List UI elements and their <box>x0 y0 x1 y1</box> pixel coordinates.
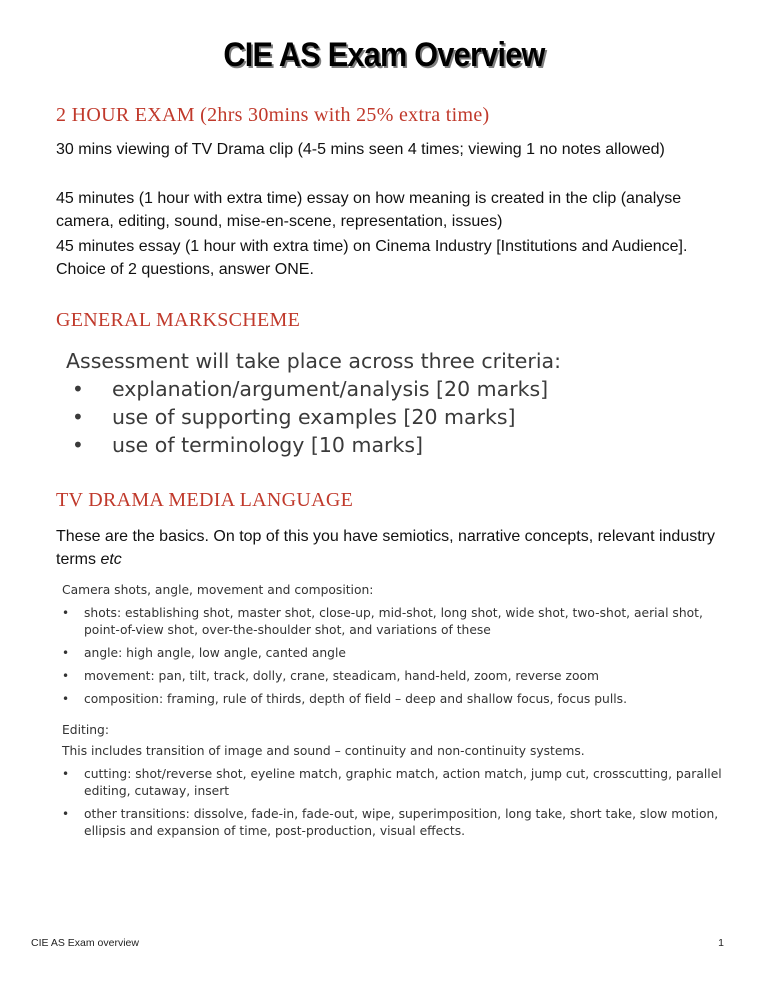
exam-paragraph-3: 45 minutes essay (1 hour with extra time) on Cinema Industry [Institutions and Audience]. Choice of 2 questions, answer ONE. <box>56 238 688 278</box>
exam-paragraph-2: 45 minutes (1 hour with extra time) essay on how meaning is created in the clip (analyse camera, editing, sound, mise-en-scene, representation, issues) <box>56 190 682 230</box>
bullet-icon: • <box>62 646 70 660</box>
camera-section-title: Camera shots, angle, movement and composition: <box>62 583 374 597</box>
list-item <box>62 605 742 639</box>
footer-document-name: CIE AS Exam overview <box>31 937 139 949</box>
page-title: CIE AS Exam Overview <box>223 36 545 74</box>
assessment-criteria <box>66 347 626 459</box>
camera-item-text: composition: framing, rule of thirds, depth of field – deep and shallow focus, focus pulls. <box>84 692 627 706</box>
media-language-intro <box>56 525 726 571</box>
list-item <box>62 806 742 840</box>
editing-item-text: other transitions: dissolve, fade-in, fade-out, wipe, superimposition, long take, short take, slow motion, ellipsis and expansion of time, post-production, visual effects. <box>84 807 719 838</box>
criteria-item <box>66 375 626 403</box>
criteria-text: explanation/argument/analysis [20 marks] <box>112 377 549 401</box>
editing-section-title: Editing: <box>62 723 109 737</box>
list-item <box>62 645 742 662</box>
criteria-item <box>66 431 626 459</box>
bullet-icon: • <box>62 669 70 683</box>
criteria-item <box>66 403 626 431</box>
bullet-icon: • <box>62 767 70 781</box>
bullet-icon: • <box>72 433 84 457</box>
intro-italic: etc <box>100 551 122 568</box>
criteria-text: use of terminology [10 marks] <box>112 433 424 457</box>
markscheme-heading: GENERAL MARKSCHEME <box>56 309 301 331</box>
editing-section-subtitle: This includes transition of image and sound – continuity and non-continuity systems. <box>62 744 585 758</box>
bullet-icon: • <box>72 377 84 401</box>
list-item <box>62 668 742 685</box>
intro-text: These are the basics. On top of this you have semiotics, narrative concepts, relevant industry terms <box>56 528 715 568</box>
editing-list <box>62 766 742 840</box>
bullet-icon: • <box>62 692 70 706</box>
bullet-icon: • <box>62 606 70 620</box>
bullet-icon: • <box>72 405 84 429</box>
camera-list <box>62 605 742 708</box>
bullet-icon: • <box>62 807 70 821</box>
criteria-list <box>66 375 626 459</box>
list-item <box>62 766 742 800</box>
media-language-heading: TV DRAMA MEDIA LANGUAGE <box>56 489 354 511</box>
footer-page-number: 1 <box>718 937 724 949</box>
list-item <box>62 691 742 708</box>
media-language-details <box>62 582 742 846</box>
camera-item-text: shots: establishing shot, master shot, close-up, mid-shot, long shot, wide shot, two-shot, aerial shot, point-of-view shot, over-the-shoulder shot, and variations of these <box>84 606 703 637</box>
exam-paragraph-1: 30 mins viewing of TV Drama clip (4-5 mins seen 4 times; viewing 1 no notes allowed) <box>56 141 665 158</box>
criteria-text: use of supporting examples [20 marks] <box>112 405 516 429</box>
camera-item-text: angle: high angle, low angle, canted angle <box>84 646 346 660</box>
editing-item-text: cutting: shot/reverse shot, eyeline match, graphic match, action match, jump cut, crosscutting, parallel editing, cutaway, insert <box>84 767 722 798</box>
camera-item-text: movement: pan, tilt, track, dolly, crane, steadicam, hand-held, zoom, reverse zoom <box>84 669 600 683</box>
assessment-lead: Assessment will take place across three criteria: <box>66 349 562 373</box>
exam-heading: 2 HOUR EXAM (2hrs 30mins with 25% extra time) <box>56 104 490 126</box>
